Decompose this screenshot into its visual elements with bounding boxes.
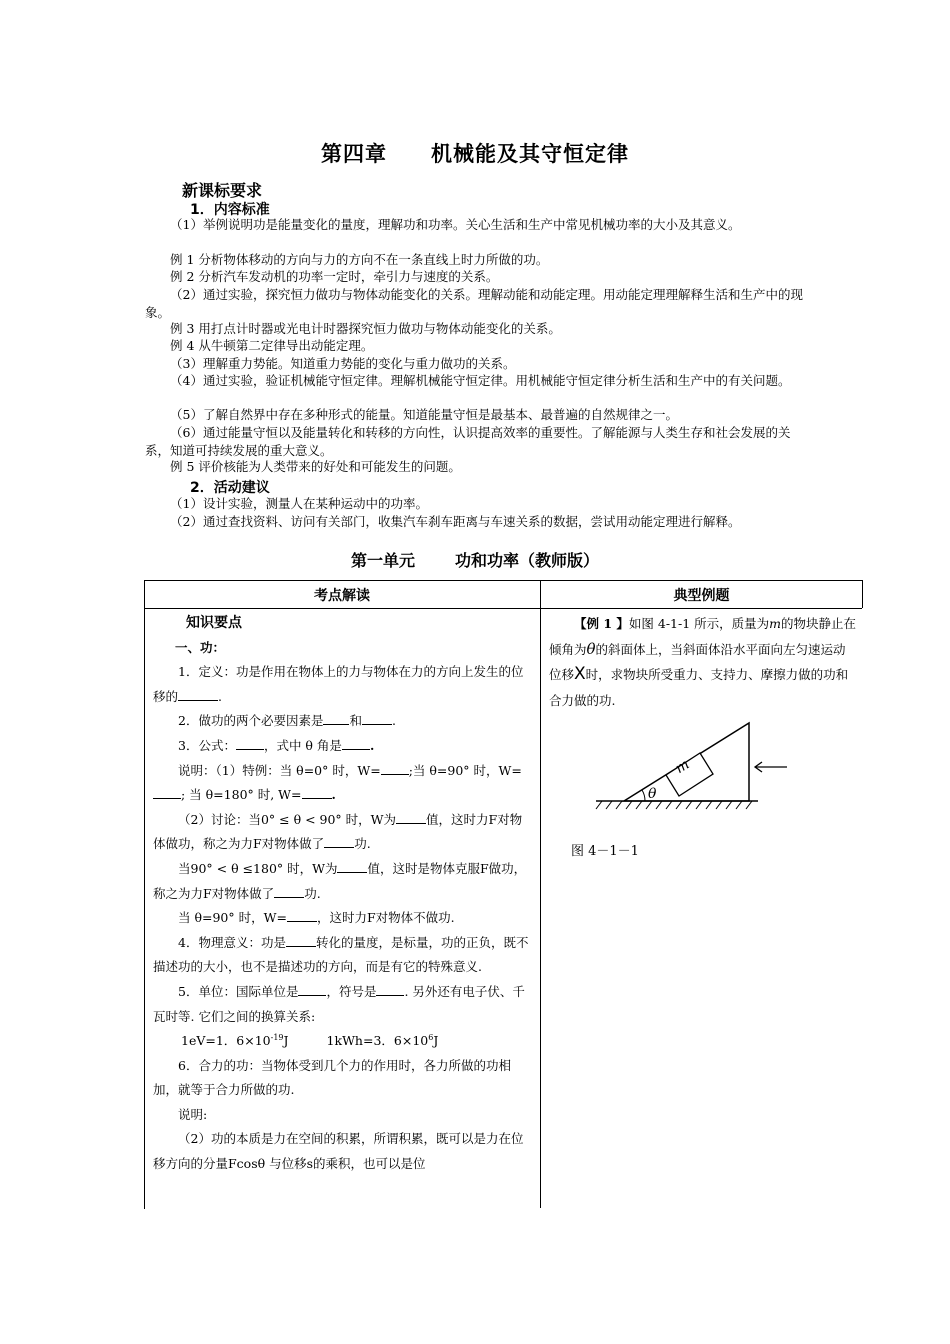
activity-para-2: （2）通过查找资料、访问有关部门，收集汽车刹车距离与车速关系的数据，尝试用动能定理进行解释。 bbox=[170, 514, 741, 529]
example-part-b: 的物块静止在倾角为 bbox=[549, 616, 857, 657]
zero-text-a: 当 θ=90° 时，W= bbox=[178, 910, 287, 926]
blank[interactable] bbox=[178, 686, 218, 701]
unit-line bbox=[153, 980, 531, 1029]
unit-name: 功和功率（教师版） bbox=[455, 551, 600, 570]
discussion-text-b: 值，这时力F对物体做功，称之为力F对物体做了 bbox=[153, 811, 523, 852]
content-standard-heading: 1．内容标准 bbox=[190, 202, 270, 218]
content-para-3: （3）理解重力势能。知道重力势能的变化与重力做功的关系。 bbox=[170, 356, 516, 371]
blank[interactable] bbox=[342, 735, 370, 750]
chapter-number: 第四章 bbox=[321, 142, 387, 166]
table-right-edge bbox=[862, 580, 863, 608]
blank[interactable] bbox=[396, 809, 426, 824]
table-header-divider bbox=[144, 608, 862, 609]
meaning-line bbox=[153, 931, 531, 980]
unit-text-b: ，符号是 bbox=[326, 983, 377, 999]
blank[interactable] bbox=[286, 932, 316, 947]
unit-text-c: . 另外还有电子伏、千瓦时等. 它们之间的换算关系: bbox=[153, 983, 525, 1024]
content-example-5: 例 5 评价核能为人类带来的好处和可能发生的问题。 bbox=[170, 459, 461, 474]
negative-text-c: 功. bbox=[304, 885, 321, 901]
incline-figure bbox=[590, 715, 790, 815]
unit-title bbox=[0, 548, 950, 571]
blank[interactable] bbox=[324, 833, 354, 848]
special-case-0: 说明：（1）特例：当 θ=0° 时，W= bbox=[178, 762, 381, 778]
discussion-line bbox=[153, 808, 531, 857]
zero-text-b: ，这时力F对物体不做功. bbox=[316, 910, 455, 926]
definition-text: 1．定义：功是作用在物体上的力与物体在力的方向上发生的位移的 bbox=[153, 664, 524, 704]
requirements-heading: 新课标要求 bbox=[182, 181, 263, 200]
conversion-kwh-exp: 6 bbox=[428, 1032, 434, 1042]
formula-line: 3．公式： ，式中 θ 角是 . bbox=[153, 734, 531, 759]
content-example-2: 例 2 分析汽车发动机的功率一定时，牵引力与速度的关系。 bbox=[170, 269, 499, 284]
blank[interactable] bbox=[236, 735, 264, 750]
mass-label: m bbox=[672, 756, 693, 777]
discussion-text-c: 功. bbox=[354, 836, 371, 852]
angle-label: θ bbox=[648, 786, 657, 802]
formula-text: 3．公式： bbox=[178, 737, 236, 753]
factors-and: 和 bbox=[349, 713, 362, 729]
blank[interactable] bbox=[323, 710, 349, 725]
content-para-2: （2）通过实验，探究恒力做功与物体动能变化的关系。理解动能和动能定理。用动能定理理解释生活和生产中的现象。 bbox=[145, 287, 803, 320]
ground-hatching bbox=[596, 801, 752, 809]
content-example-3: 例 3 用打点计时器或光电计时器探究恒力做功与物体动能变化的关系。 bbox=[170, 321, 561, 336]
figure-caption: 图 4－1－1 bbox=[571, 844, 639, 859]
example-part-c: 的斜面体上，当斜面体沿水平面向左匀速运动位移 bbox=[549, 641, 846, 682]
conversion-kwh-unit: J bbox=[433, 1033, 439, 1049]
factors-line: 2．做功的两个必要因素是 和 . bbox=[153, 709, 531, 734]
blank[interactable] bbox=[337, 858, 367, 873]
blank[interactable] bbox=[376, 981, 404, 996]
blank[interactable] bbox=[362, 710, 392, 725]
table-header-left: 考点解读 bbox=[314, 588, 370, 604]
table-header-right: 典型例题 bbox=[673, 588, 730, 604]
content-example-1: 例 1 分析物体移动的方向与力的方向不在一条直线上时力所做的功。 bbox=[170, 252, 549, 267]
example-text bbox=[549, 611, 857, 713]
chapter-title bbox=[0, 138, 950, 168]
discussion-text-a: （2）讨论：当0° ≤ θ < 90° 时，W为 bbox=[178, 811, 396, 827]
activity-heading: 2．活动建议 bbox=[190, 480, 270, 496]
special-case-90: ;当 θ=90° 时，W= bbox=[408, 762, 522, 778]
content-para-6: （6）通过能量守恒以及能量转化和转移的方向性，认识提高效率的重要性。了解能源与人类生存和社会发展的关系，知道可持续发展的重大意义。 bbox=[145, 425, 791, 458]
formula-angle-text: ，式中 θ 角是 bbox=[263, 737, 342, 753]
negative-text-a: 当90° < θ ≤180° 时，W为 bbox=[178, 860, 338, 876]
blank[interactable] bbox=[298, 981, 326, 996]
meaning-text-b: 转化的量度，是标量，功的正负，既不描述功的大小，也不是描述功的方向，而是有它的特殊意义. bbox=[153, 934, 529, 975]
blank[interactable] bbox=[287, 907, 317, 922]
meaning-text-a: 4．物理意义：功是 bbox=[178, 934, 286, 950]
negative-text-b: 值，这时是物体克服F做功，称之为力F对物体做了 bbox=[153, 860, 527, 901]
conversion-ev: 1eV=1．6×10 bbox=[181, 1033, 271, 1049]
displacement-symbol: X bbox=[574, 664, 586, 684]
block bbox=[666, 753, 713, 796]
factors-text: 2．做功的两个必要因素是 bbox=[178, 713, 324, 729]
blank[interactable] bbox=[381, 760, 409, 775]
blank[interactable] bbox=[153, 784, 181, 799]
special-cases-line: 说明：（1）特例：当 θ=0° 时，W= ;当 θ=90° 时，W=; 当 θ=180° 时, W= . bbox=[153, 759, 531, 808]
conversion-kwh: 1kWh=3．6×10 bbox=[326, 1033, 429, 1049]
conversion-ev-unit: J bbox=[283, 1033, 289, 1049]
conversion-line bbox=[153, 1029, 531, 1054]
resultant-work-line: 6．合力的功：当物体受到几个力的作用时，各力所做的功相加，就等于合力所做的功. bbox=[153, 1057, 511, 1098]
content-para-5: （5）了解自然界中存在多种形式的能量。知道能量守恒是最基本、最普遍的自然规律之一。 bbox=[170, 407, 678, 422]
zero-work-line bbox=[153, 906, 531, 931]
table-column-divider bbox=[540, 580, 541, 1208]
blank[interactable] bbox=[302, 784, 332, 799]
special-case-180: ; 当 θ=180° 时, W= bbox=[181, 787, 302, 803]
note-line: 说明: bbox=[178, 1106, 208, 1122]
activity-para-1: （1）设计实验，测量人在某种运动中的功率。 bbox=[170, 496, 428, 511]
chapter-name: 机械能及其守恒定律 bbox=[431, 142, 629, 166]
essence-line: （2）功的本质是力在空间的积累，所谓积累，既可以是力在位移方向的分量Fcosθ 与位移s的乘积，也可以是位 bbox=[153, 1131, 524, 1172]
knowledge-points-cell bbox=[153, 611, 531, 1177]
angle-symbol: θ bbox=[586, 639, 596, 658]
conversion-ev-exp: -19 bbox=[270, 1032, 284, 1042]
negative-work-line bbox=[153, 857, 531, 906]
knowledge-heading: 知识要点 bbox=[186, 615, 242, 631]
definition-line: 1．定义：功是作用在物体上的力与物体在力的方向上发生的位移的 . bbox=[153, 664, 524, 704]
unit-text-a: 5．单位：国际单位是 bbox=[178, 983, 299, 999]
angle-arc bbox=[642, 790, 645, 801]
example-label: 【例 1 】 bbox=[574, 616, 629, 631]
content-example-4: 例 4 从牛顿第二定律导出动能定理。 bbox=[170, 338, 374, 353]
work-subheading: 一、功： bbox=[175, 639, 226, 655]
unit-number: 第一单元 bbox=[350, 551, 415, 570]
mass-symbol: m bbox=[769, 616, 782, 631]
blank[interactable] bbox=[274, 883, 304, 898]
content-para-1: （1）举例说明功是能量变化的量度，理解功和功率。关心生活和生产中常见机械功率的大小及其意义。 bbox=[170, 217, 741, 232]
example-part-a: 如图 4-1-1 所示，质量为 bbox=[628, 616, 770, 631]
content-para-4: （4）通过实验，验证机械能守恒定律。理解机械能守恒定律。用机械能守恒定律分析生活和生产中的有关问题。 bbox=[170, 373, 791, 388]
example-part-d: 时，求物块所受重力、支持力、摩擦力做的功和合力做的功. bbox=[549, 667, 849, 708]
